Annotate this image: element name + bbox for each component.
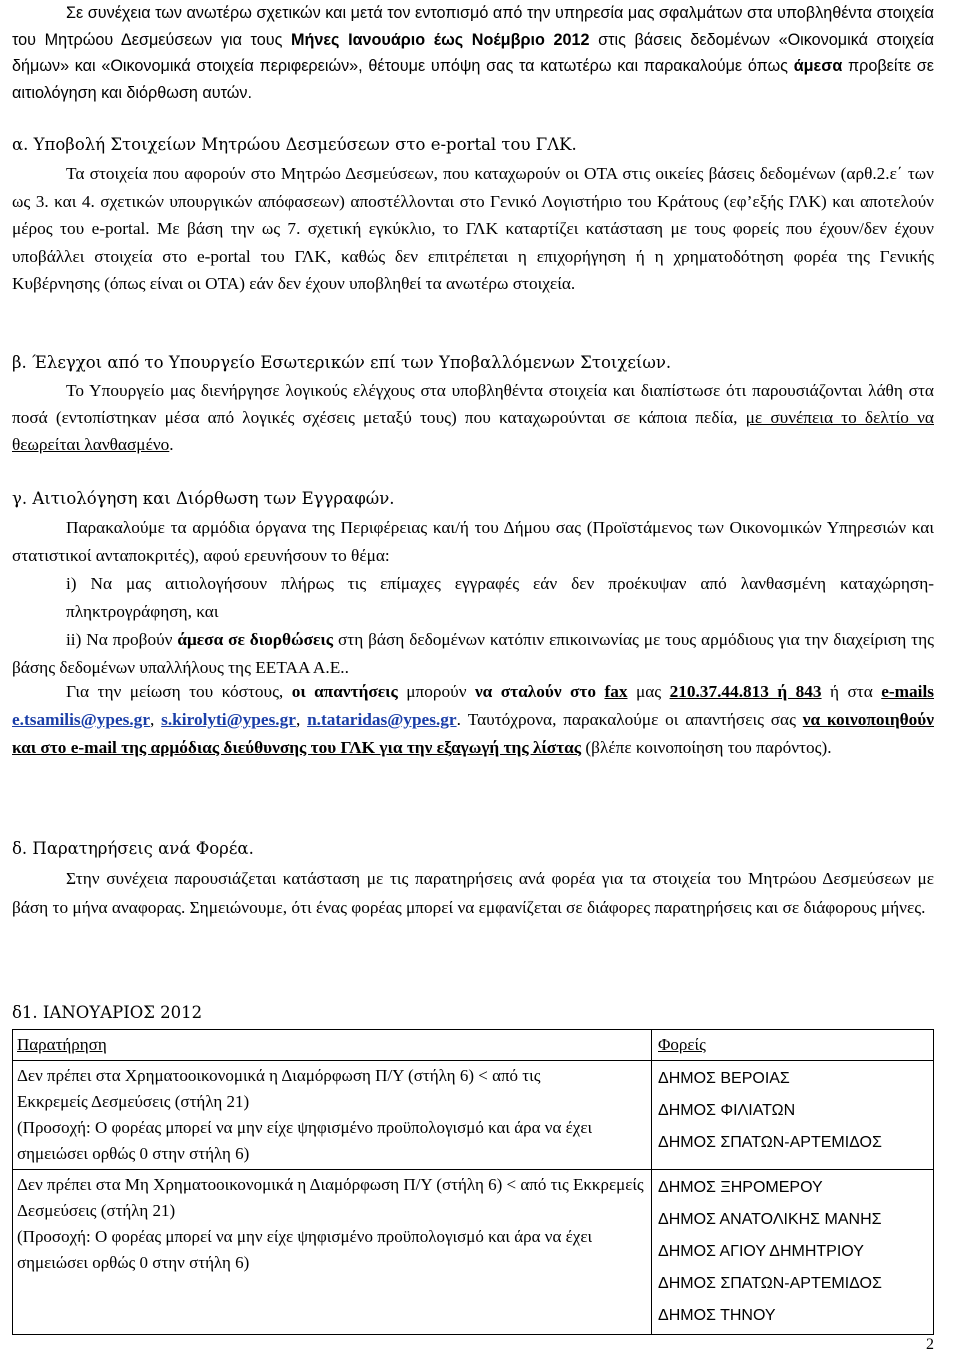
intro-paragraph: Σε συνέχεια των ανωτέρω σχετικών και μετά τον εντοπισμό από την υπηρεσία μας σφαλμάτων στα υποβληθέντα στοιχεία του Μητρώου Δεσμεύσεων για τους Μήνες Ιανουάριο έως Νοέμβριο 2012 στις βάσεις δεδομένων «Οικονομικά στοιχεία δήμων» και «Οικονομικά στοιχεία περιφερειών», θέτουμε υπόψη σας τα κατωτέρω και παρακαλούμε όπως άμεσα προβείτε σε αιτιολόγηση και διόρθωση αυτών. bbox=[12, 4, 934, 102]
notify-glk-note: να κοινοποιηθούν και στο e-mail της αρμόδιας διεύθυνσης του ΓΛΚ για την εξαγωγή της λίστας bbox=[12, 710, 935, 757]
emails-label: e-mails bbox=[881, 682, 935, 701]
fax-number: 210.37.44.813 ή 843 bbox=[669, 682, 822, 701]
email-link-kirolyti[interactable]: s.kirolyti@ypes.gr bbox=[161, 710, 296, 729]
email-link-tataridas[interactable]: n.tataridas@ypes.gr bbox=[307, 710, 457, 729]
entity-name: ΔΗΜΟΣ ΒΕΡΟΙΑΣ bbox=[658, 1070, 790, 1087]
email-link-tsamilis[interactable]: e.tsamilis@ypes.gr bbox=[12, 710, 150, 729]
section-d-paragraph: Στην συνέχεια παρουσιάζεται κατάσταση με τις παρατηρήσεις ανά φορέα για τα στοιχεία του Μητρώου Δεσμεύσεων με βάση το μήνα αναφορας. Σημειώνουμε, ότι ένας φορέας μπορεί να εμφανίζεται σε διάφορες παρατηρήσεις και σε διάφορους μήνες. bbox=[12, 869, 934, 917]
entity-name: ΔΗΜΟΣ ΑΝΑΤΟΛΙΚΗΣ ΜΑΝΗΣ bbox=[658, 1211, 882, 1228]
table-header-row bbox=[13, 1030, 934, 1061]
amesa-emphasis: άμεσα bbox=[793, 57, 843, 75]
invalid-report-note: με συνέπεια το δελτίο να θεωρείται λανθασμένο bbox=[12, 408, 934, 454]
page-number: 2 bbox=[926, 1336, 934, 1353]
section-c-item-i: i) Να μας αιτιολογήσουν πλήρως τις επίμαχες εγγραφές εάν δεν προέκυψαν από λανθασμένη καταχώρηση-πληκτρογράφηση, και bbox=[66, 574, 934, 621]
entity-name: ΔΗΜΟΣ ΣΠΑΤΩΝ-ΑΡΤΕΜΙΔΟΣ bbox=[658, 1275, 882, 1292]
table-row bbox=[13, 1061, 934, 1170]
months-range: Μήνες Ιανουάριο έως Νοέμβριο 2012 bbox=[290, 30, 590, 49]
fax-label: fax bbox=[604, 682, 628, 701]
observation-text: Δεν πρέπει στα Χρηματοοικονομικά η Διαμόρφωση Π/Υ (στήλη 6) < από τις Εκκρεμείς Δεσμεύσεις (στήλη 21) bbox=[17, 1066, 541, 1111]
section-c-paragraph-3: Για την μείωση του κόστους, οι απαντήσεις μπορούν να σταλούν στο fax μας 210.37.44.813 ή 843 ή στα e-mails e.tsamilis@ypes.gr, s.kirolyti@ypes.gr, n.tataridas@ypes.gr. Ταυτόχρονα, παρακαλούμε οι απαντήσεις σας να κοινοποιηθούν και στο e-mail της αρμόδιας διεύθυνσης του ΓΛΚ για την εξαγωγή της λίστας (βλέπε κοινοποίηση του παρόντος). bbox=[12, 682, 935, 757]
table-row bbox=[13, 1170, 934, 1335]
section-b-heading: β. Έλεγχοι από το Υπουργείο Εσωτερικών επί των Υποβαλλόμενων Στοιχείων. bbox=[12, 353, 672, 372]
section-c-item-ii: ii) Να προβούν άμεσα σε διορθώσεις στη βάση δεδομένων κατόπιν επικοινωνίας με τους αρμόδιους για την διαχείριση της βάσης δεδομένων υπαλλήλους της ΕΕΤΑΑ Α.Ε.. bbox=[12, 630, 934, 677]
header-observation: Παρατήρηση bbox=[13, 1030, 652, 1061]
observations-table bbox=[12, 1029, 934, 1335]
observation-note: (Προσοχή: Ο φορέας μπορεί να μην είχε ψηφισμένο προϋπολογισμό και άρα να έχει σημειώσει ορθώς 0 στην στήλη 6) bbox=[17, 1227, 593, 1272]
section-d1-heading: δ1. ΙΑΝΟΥΑΡΙΟΣ 2012 bbox=[12, 1003, 203, 1022]
section-a-heading: α. Υποβολή Στοιχείων Μητρώου Δεσμεύσεων στο e-portal του ΓΛΚ. bbox=[12, 135, 577, 154]
section-a-paragraph: Τα στοιχεία που αφορούν στο Μητρώο Δεσμεύσεων, που καταχωρούν οι ΟΤΑ στις οικείες βάσεις δεδομένων (αρθ.2.ε΄ των ως 3. και 4. σχετικών υπουργικών απόφασεων) αποστέλλονται στο Γενικό Λογιστήριο του Κράτους (εφ’εξής ΓΛΚ) και αποτελούν μέρος του e-portal. Με βάση την ως 7. σχετική εγκύκλιο, το ΓΛΚ καταρτίζει κατάσταση με τους φορείς που έχουν/δεν έχουν υποβάλλει στοιχεία στο e-portal του ΓΛΚ, καθώς δεν επιτρέπεται η επιχορήγηση ή η χρηματοδότηση φορέα της Γενικής Κυβέρνησης (όπως είναι οι ΟΤΑ) εάν δεν έχουν υποβληθεί τα ανωτέρω στοιχεία. bbox=[12, 164, 934, 293]
section-d-heading: δ. Παρατηρήσεις ανά Φορέα. bbox=[12, 839, 254, 858]
section-b-paragraph: Το Υπουργείο μας διενήργησε λογικούς ελέγχους στα υποβληθέντα στοιχεία και διαπίστωσε ότι παρουσιάζονται λάθη στα ποσά (εντοπίστηκαν μέσα από λογικές σχέσεις μεταξύ τους) που καταχωρούνται σε κάποια πεδία, με συνέπεια το δελτίο να θεωρείται λανθασμένο. bbox=[12, 381, 934, 454]
section-c-paragraph-1: Παρακαλούμε τα αρμόδια όργανα της Περιφέρειας και/ή του Δήμου σας (Προϊστάμενος των Οικονομικών Υπηρεσιών και στατιστικοί ανταποκριτές), αφού ερευνήσουν το θέμα: bbox=[12, 518, 934, 565]
entity-name: ΔΗΜΟΣ ΤΗΝΟΥ bbox=[658, 1307, 776, 1324]
entity-name: ΔΗΜΟΣ ΑΓΙΟΥ ΔΗΜΗΤΡΙΟΥ bbox=[658, 1243, 864, 1260]
amesa-corrections: άμεσα σε διορθώσεις bbox=[177, 630, 334, 649]
entity-name: ΔΗΜΟΣ ΞΗΡΟΜΕΡΟΥ bbox=[658, 1179, 823, 1196]
entity-name: ΔΗΜΟΣ ΣΠΑΤΩΝ-ΑΡΤΕΜΙΔΟΣ bbox=[658, 1134, 882, 1151]
entity-name: ΔΗΜΟΣ ΦΙΛΙΑΤΩΝ bbox=[658, 1102, 796, 1119]
observation-note: (Προσοχή: Ο φορέας μπορεί να μην είχε ψηφισμένο προϋπολογισμό και άρα να έχει σημειώσει ορθώς 0 στην στήλη 6) bbox=[17, 1118, 593, 1163]
header-entities: Φορείς bbox=[652, 1030, 934, 1061]
observation-text: Δεν πρέπει στα Μη Χρηματοοικονομικά η Διαμόρφωση Π/Υ (στήλη 6) < από τις Εκκρεμείς Δεσμεύσεις (στήλη 21) bbox=[17, 1175, 644, 1220]
section-c-heading: γ. Αιτιολόγηση και Διόρθωση των Εγγραφών. bbox=[12, 489, 395, 508]
